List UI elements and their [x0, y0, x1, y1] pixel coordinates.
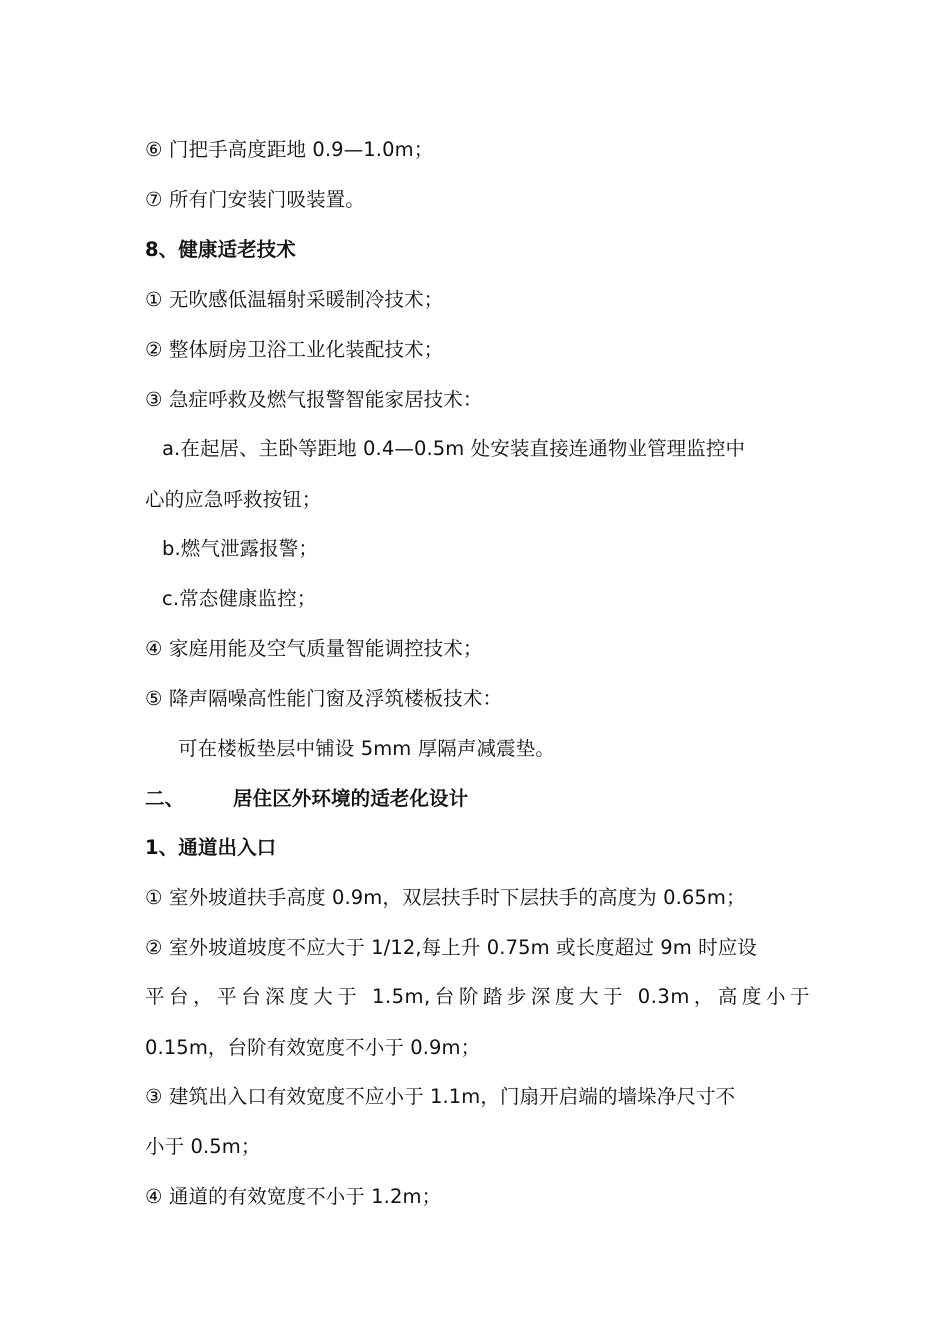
text-line: 小于 0.5m；: [145, 1135, 261, 1158]
subsection-heading: 1、通道出入口: [145, 836, 277, 859]
text-line: ① 无吹感低温辐射采暖制冷技术；: [145, 288, 444, 311]
text-line: ⑥ 门把手高度距地 0.9—1.0m；: [145, 138, 434, 161]
text-line: ⑤ 降声隔噪高性能门窗及浮筑楼板技术：: [145, 687, 503, 710]
text-line: 平台，平台深度大于 1.5m,台阶踏步深度大于 0.3m，高度小于: [145, 985, 810, 1008]
text-line: ③ 急症呼救及燃气报警智能家居技术：: [145, 388, 483, 411]
text-line: a.在起居、主卧等距地 0.4—0.5m 处安装直接连通物业管理监控中: [162, 437, 746, 460]
text-line: b.燃气泄露报警；: [162, 537, 318, 560]
text-line: 心的应急呼救按钮；: [145, 488, 322, 511]
text-line: c.常态健康监控；: [162, 587, 317, 610]
text-line: 0.15m，台阶有效宽度不小于 0.9m；: [145, 1036, 481, 1059]
text-line: 可在楼板垫层中铺设 5mm 厚隔声减震垫。: [178, 737, 555, 760]
text-line: ⑦ 所有门安装门吸装置。: [145, 188, 365, 211]
subsection-heading: 8、健康适老技术: [145, 238, 296, 261]
text-line: ④ 通道的有效宽度不小于 1.2m；: [145, 1185, 442, 1208]
text-line: ③ 建筑出入口有效宽度不应小于 1.1m，门扇开启端的墙垛净尺寸不: [145, 1085, 736, 1108]
text-line: ① 室外坡道扶手高度 0.9m，双层扶手时下层扶手的高度为 0.65m；: [145, 886, 746, 909]
text-line: ④ 家庭用能及空气质量智能调控技术；: [145, 637, 483, 660]
text-line: ② 室外坡道坡度不应大于 1/12,每上升 0.75m 或长度超过 9m 时应设: [145, 936, 757, 959]
section-heading: [145, 785, 810, 813]
section-title: 居住区外环境的适老化设计: [233, 787, 469, 810]
text-line: ② 整体厨房卫浴工业化装配技术；: [145, 338, 444, 361]
section-number: 二、: [145, 787, 185, 810]
